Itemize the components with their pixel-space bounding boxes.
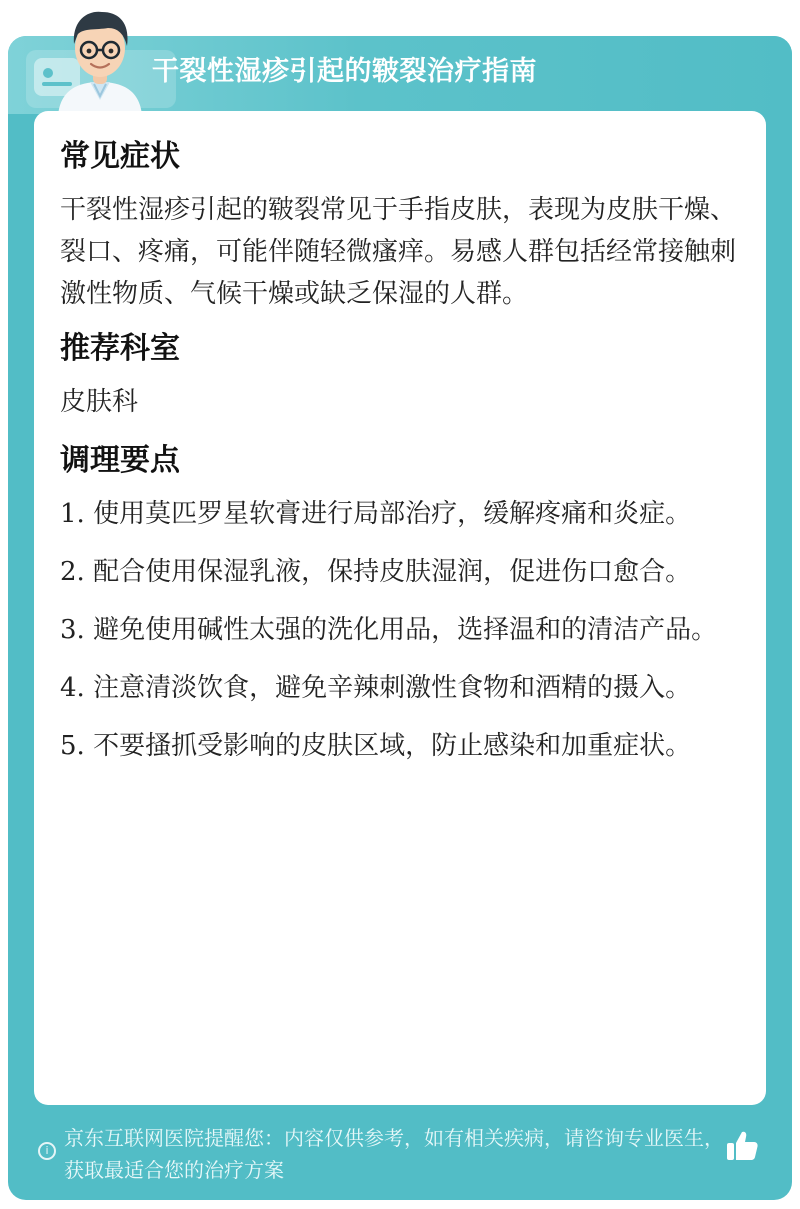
care-item xyxy=(60,725,740,767)
disclaimer-text: 京东互联网医院提醒您：内容仅供参考，如有相关疾病，请咨询专业医生，获取最适合您的治疗方案 xyxy=(64,1126,724,1182)
care-item-text: 使用莫匹罗星软膏进行局部治疗，缓解疼痛和炎症。 xyxy=(93,499,692,529)
care-item xyxy=(60,493,740,535)
content-card xyxy=(34,111,766,1105)
doctor-avatar xyxy=(44,4,156,116)
care-item-text: 不要搔抓受影响的皮肤区域，防止感染和加重症状。 xyxy=(93,731,692,761)
care-item-number: 3. xyxy=(60,615,85,645)
care-item xyxy=(60,551,740,593)
care-heading: 调理要点 xyxy=(60,443,180,478)
footer xyxy=(38,1122,788,1186)
care-item-number: 4. xyxy=(60,673,85,703)
care-item xyxy=(60,609,740,651)
care-item-text: 配合使用保湿乳液，保持皮肤湿润，促进伤口愈合。 xyxy=(93,557,692,587)
page-title: 干裂性湿疹引起的皲裂治疗指南 xyxy=(152,56,537,87)
care-item-text: 注意清淡饮食，避免辛辣刺激性食物和酒精的摄入。 xyxy=(93,673,692,703)
care-item-number: 5. xyxy=(60,731,85,761)
symptoms-heading: 常见症状 xyxy=(60,139,180,174)
info-icon: i xyxy=(38,1142,56,1160)
thumbs-up-icon[interactable] xyxy=(724,1128,760,1164)
symptoms-text: 干裂性湿疹引起的皲裂常见于手指皮肤，表现为皮肤干燥、裂口、疼痛，可能伴随轻微瘙痒。易感人群包括经常接触刺激性物质、气候干燥或缺乏保湿的人群。 xyxy=(60,195,737,309)
care-item xyxy=(60,667,740,709)
department-heading: 推荐科室 xyxy=(60,331,180,366)
department-text: 皮肤科 xyxy=(60,387,139,417)
care-item-number: 1. xyxy=(60,499,85,529)
care-list xyxy=(60,493,740,767)
care-item-number: 2. xyxy=(60,557,85,587)
care-item-text: 避免使用碱性太强的洗化用品，选择温和的清洁产品。 xyxy=(93,615,718,645)
